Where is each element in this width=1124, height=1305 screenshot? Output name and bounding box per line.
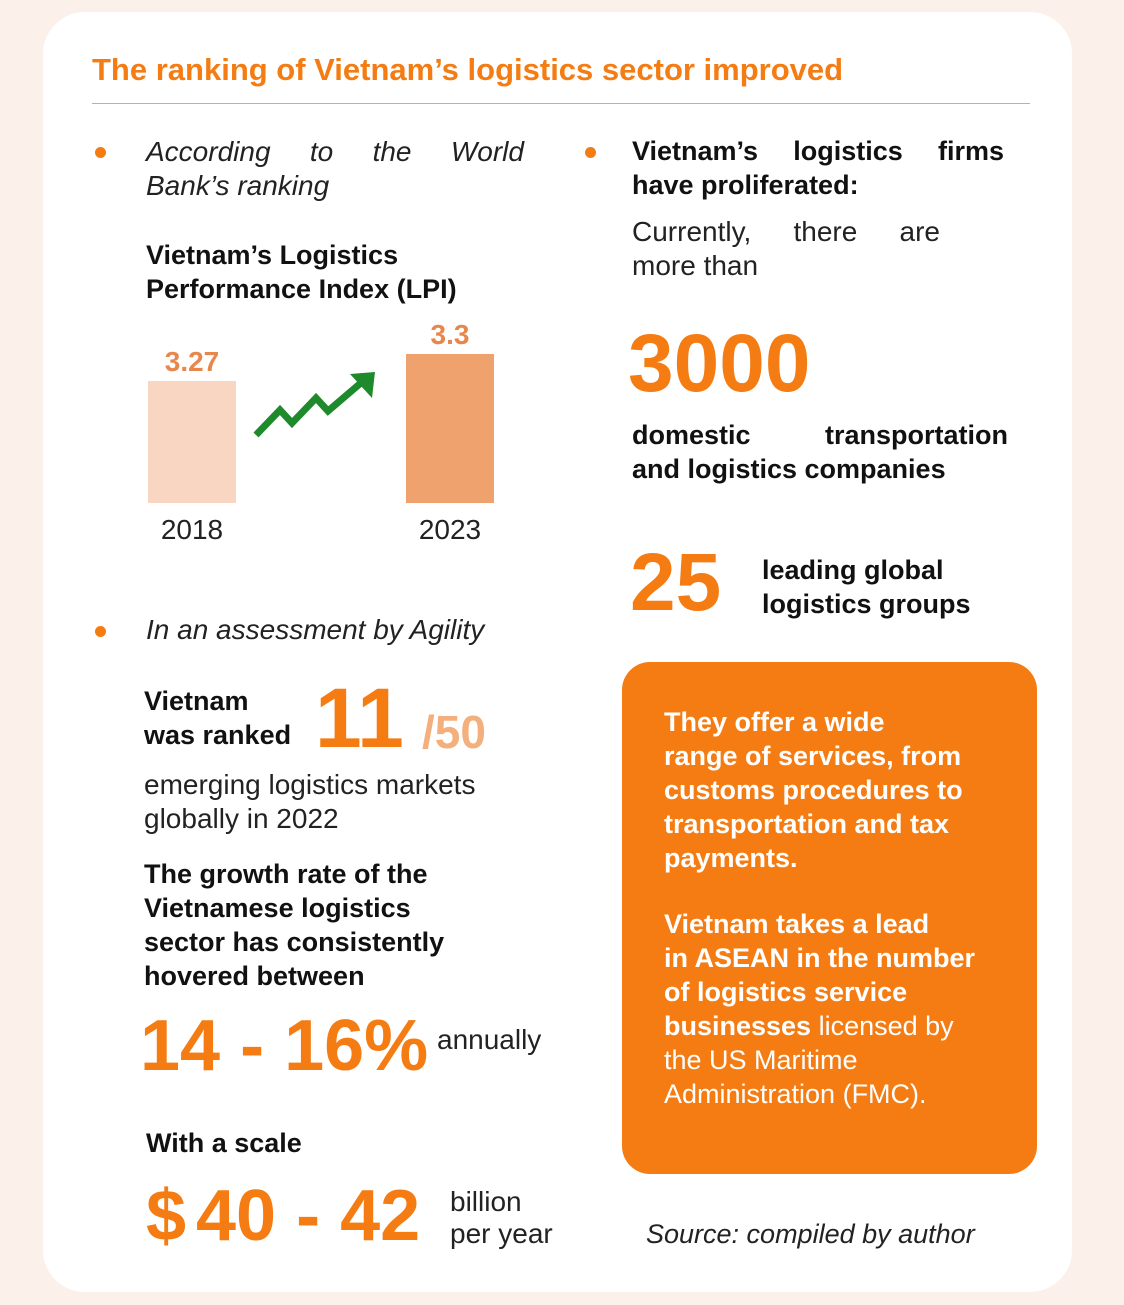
bar-value-label-2018: 3.27 bbox=[164, 346, 220, 377]
scale-value: 40 - 42 bbox=[196, 1176, 421, 1256]
currently-line1: Currently, there are bbox=[632, 216, 940, 247]
groups-label: leading global logistics groups bbox=[762, 555, 971, 619]
firms-heading-line2: have proliferated: bbox=[632, 170, 859, 200]
page-title: The ranking of Vietnam’s logistics sector improved bbox=[92, 52, 844, 87]
growth-value: 14 - 16% bbox=[140, 1006, 429, 1086]
lpi-title: Vietnam’s Logistics Performance Index (LPI) bbox=[146, 240, 457, 304]
rank-number: 11 bbox=[315, 671, 404, 765]
upward-trend-arrow-icon bbox=[250, 368, 380, 443]
scale-unit: billion per year bbox=[450, 1186, 553, 1249]
agility-note: In an assessment by Agility bbox=[146, 614, 485, 645]
world-bank-note-line1: According to the World bbox=[146, 136, 524, 167]
services-paragraph: They offer a wide range of services, from customs procedures to transportation and tax payments. bbox=[664, 707, 963, 873]
title-divider bbox=[92, 103, 1030, 104]
markets-text: emerging logistics markets globally in 2022 bbox=[144, 769, 476, 834]
bullet-dot bbox=[585, 147, 596, 158]
year-label-2023: 2023 bbox=[418, 514, 482, 545]
year-label-2018: 2018 bbox=[160, 514, 224, 545]
bar-value-label-2023: 3.3 bbox=[430, 319, 470, 350]
ranked-label: Vietnam was ranked bbox=[144, 686, 292, 750]
firms-heading-line1: Vietnam’s logistics firms bbox=[632, 136, 1004, 166]
growth-text: The growth rate of the Vietnamese logistics sector has consistently hovered between bbox=[144, 859, 445, 991]
currently-line2: more than bbox=[632, 250, 759, 281]
bullet-dot bbox=[95, 147, 106, 158]
scale-label: With a scale bbox=[146, 1128, 302, 1158]
companies-line2: and logistics companies bbox=[632, 454, 946, 484]
growth-unit: annually bbox=[437, 1024, 542, 1055]
groups-count: 25 bbox=[630, 537, 722, 628]
bar-2018 bbox=[148, 381, 236, 503]
bar-2023 bbox=[406, 354, 494, 503]
source-note: Source: compiled by author bbox=[646, 1219, 975, 1249]
rank-total: /50 bbox=[422, 706, 486, 758]
scale-currency: $ bbox=[146, 1176, 187, 1256]
world-bank-note-line2: Bank’s ranking bbox=[146, 170, 330, 201]
companies-line1: domestic transportation bbox=[632, 420, 1008, 450]
companies-count: 3000 bbox=[628, 318, 811, 409]
asean-lead-paragraph: Vietnam takes a lead in ASEAN in the number of logistics service businesses licensed by the US Maritime Administration (FMC). bbox=[664, 909, 976, 1109]
bullet-dot bbox=[95, 626, 106, 637]
